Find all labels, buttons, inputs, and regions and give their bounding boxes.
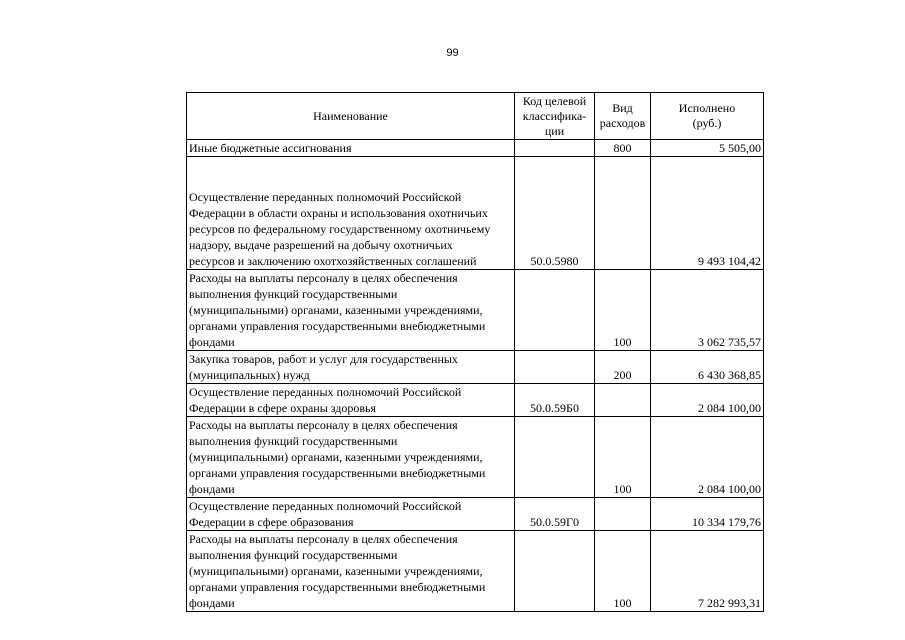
- row-name-line: (муниципальными) органами, казенными учреждениями,: [189, 303, 483, 317]
- row-sum-cell: 2 084 100,00: [651, 384, 764, 417]
- header-sum-line: (руб.): [692, 116, 722, 130]
- row-sum-cell: 7 282 993,31: [651, 531, 764, 612]
- row-name-line: Федерации в сфере охраны здоровья: [189, 401, 377, 415]
- row-sum-cell: 5 505,00: [651, 140, 764, 157]
- row-name-line: фондами: [189, 482, 235, 496]
- table-row: [187, 531, 764, 612]
- row-kind-cell: [595, 384, 651, 417]
- row-name-line: Расходы на выплаты персоналу в целях обеспечения: [189, 532, 458, 546]
- row-name-cell: [187, 157, 515, 270]
- row-name-cell: [187, 351, 515, 384]
- row-sum-cell: 6 430 368,85: [651, 351, 764, 384]
- row-name-line: органами управления государственными внебюджетными: [189, 466, 486, 480]
- table-header-row: [187, 93, 764, 140]
- row-name-line: выполнения функций государственными: [189, 287, 398, 301]
- row-name-line: Закупка товаров, работ и услуг для государственных: [189, 352, 458, 366]
- row-name-line: выполнения функций государственными: [189, 548, 398, 562]
- row-code-cell: 50.0.59Б0: [515, 384, 595, 417]
- row-name-cell: [187, 498, 515, 531]
- row-name-line: [189, 173, 512, 189]
- row-name-line: Федерации в сфере образования: [189, 515, 354, 529]
- page-number: 99: [446, 47, 459, 59]
- row-name-line: [189, 157, 512, 173]
- row-code-cell: [515, 140, 595, 157]
- budget-table: [186, 92, 764, 612]
- row-name-cell: [187, 270, 515, 351]
- table-row: [187, 417, 764, 498]
- header-code-line: Код целевой: [522, 93, 587, 108]
- row-name-line: фондами: [189, 335, 235, 349]
- header-code-line: классифика-: [522, 108, 587, 123]
- row-name-line: Осуществление переданных полномочий Российской: [189, 190, 462, 204]
- header-code-line: ции: [544, 123, 565, 138]
- row-name-line: фондами: [189, 596, 235, 610]
- row-code-cell: [515, 270, 595, 351]
- row-kind-cell: [595, 498, 651, 531]
- row-name-line: (муниципальных) нужд: [189, 368, 310, 382]
- header-kind-line: Вид: [612, 101, 633, 115]
- row-kind-cell: 100: [595, 417, 651, 498]
- row-code-cell: 50.0.59Г0: [515, 498, 595, 531]
- row-kind-cell: 100: [595, 531, 651, 612]
- row-kind-cell: 200: [595, 351, 651, 384]
- row-name-line: (муниципальными) органами, казенными учреждениями,: [189, 564, 483, 578]
- row-name-line: Расходы на выплаты персоналу в целях обеспечения: [189, 418, 458, 432]
- row-code-cell: 50.0.5980: [515, 157, 595, 270]
- row-name-line: выполнения функций государственными: [189, 434, 398, 448]
- header-sum-line: Исполнено: [678, 101, 736, 115]
- row-name-cell: [187, 531, 515, 612]
- row-name-line: (муниципальными) органами, казенными учреждениями,: [189, 450, 483, 464]
- row-name-line: надзору, выдаче разрешений на добычу охотничьих: [189, 238, 453, 252]
- row-name-line: Осуществление переданных полномочий Российской: [189, 499, 462, 513]
- row-kind-cell: 800: [595, 140, 651, 157]
- row-kind-cell: [595, 157, 651, 270]
- row-name-line: ресурсов по федеральному государственному охотничьему: [189, 222, 491, 236]
- table-body: [187, 140, 764, 612]
- header-kind: [595, 93, 651, 140]
- row-sum-cell: 3 062 735,57: [651, 270, 764, 351]
- table-row: [187, 157, 764, 270]
- row-code-cell: [515, 417, 595, 498]
- row-kind-cell: 100: [595, 270, 651, 351]
- row-name-line: Федерации в области охраны и использования охотничьих: [189, 206, 488, 220]
- table-row: [187, 270, 764, 351]
- row-code-cell: [515, 531, 595, 612]
- row-name-line: Иные бюджетные ассигнования: [189, 141, 352, 155]
- row-name-cell: [187, 417, 515, 498]
- row-name-cell: [187, 384, 515, 417]
- header-code: [515, 93, 595, 140]
- row-name-line: ресурсов и заключению охотхозяйственных соглашений: [189, 254, 477, 268]
- header-sum: [651, 93, 764, 140]
- row-name-line: органами управления государственными внебюджетными: [189, 580, 486, 594]
- row-code-cell: [515, 351, 595, 384]
- row-name-line: Осуществление переданных полномочий Российской: [189, 385, 462, 399]
- table-row: [187, 351, 764, 384]
- header-kind-line: расходов: [599, 116, 646, 130]
- row-name-line: Расходы на выплаты персоналу в целях обеспечения: [189, 271, 458, 285]
- row-sum-cell: 9 493 104,42: [651, 157, 764, 270]
- table-row: [187, 384, 764, 417]
- table-row: [187, 140, 764, 157]
- row-name-cell: [187, 140, 515, 157]
- header-name: Наименование: [187, 93, 515, 140]
- row-name-line: органами управления государственными внебюджетными: [189, 319, 486, 333]
- row-sum-cell: 2 084 100,00: [651, 417, 764, 498]
- row-sum-cell: 10 334 179,76: [651, 498, 764, 531]
- table-row: [187, 498, 764, 531]
